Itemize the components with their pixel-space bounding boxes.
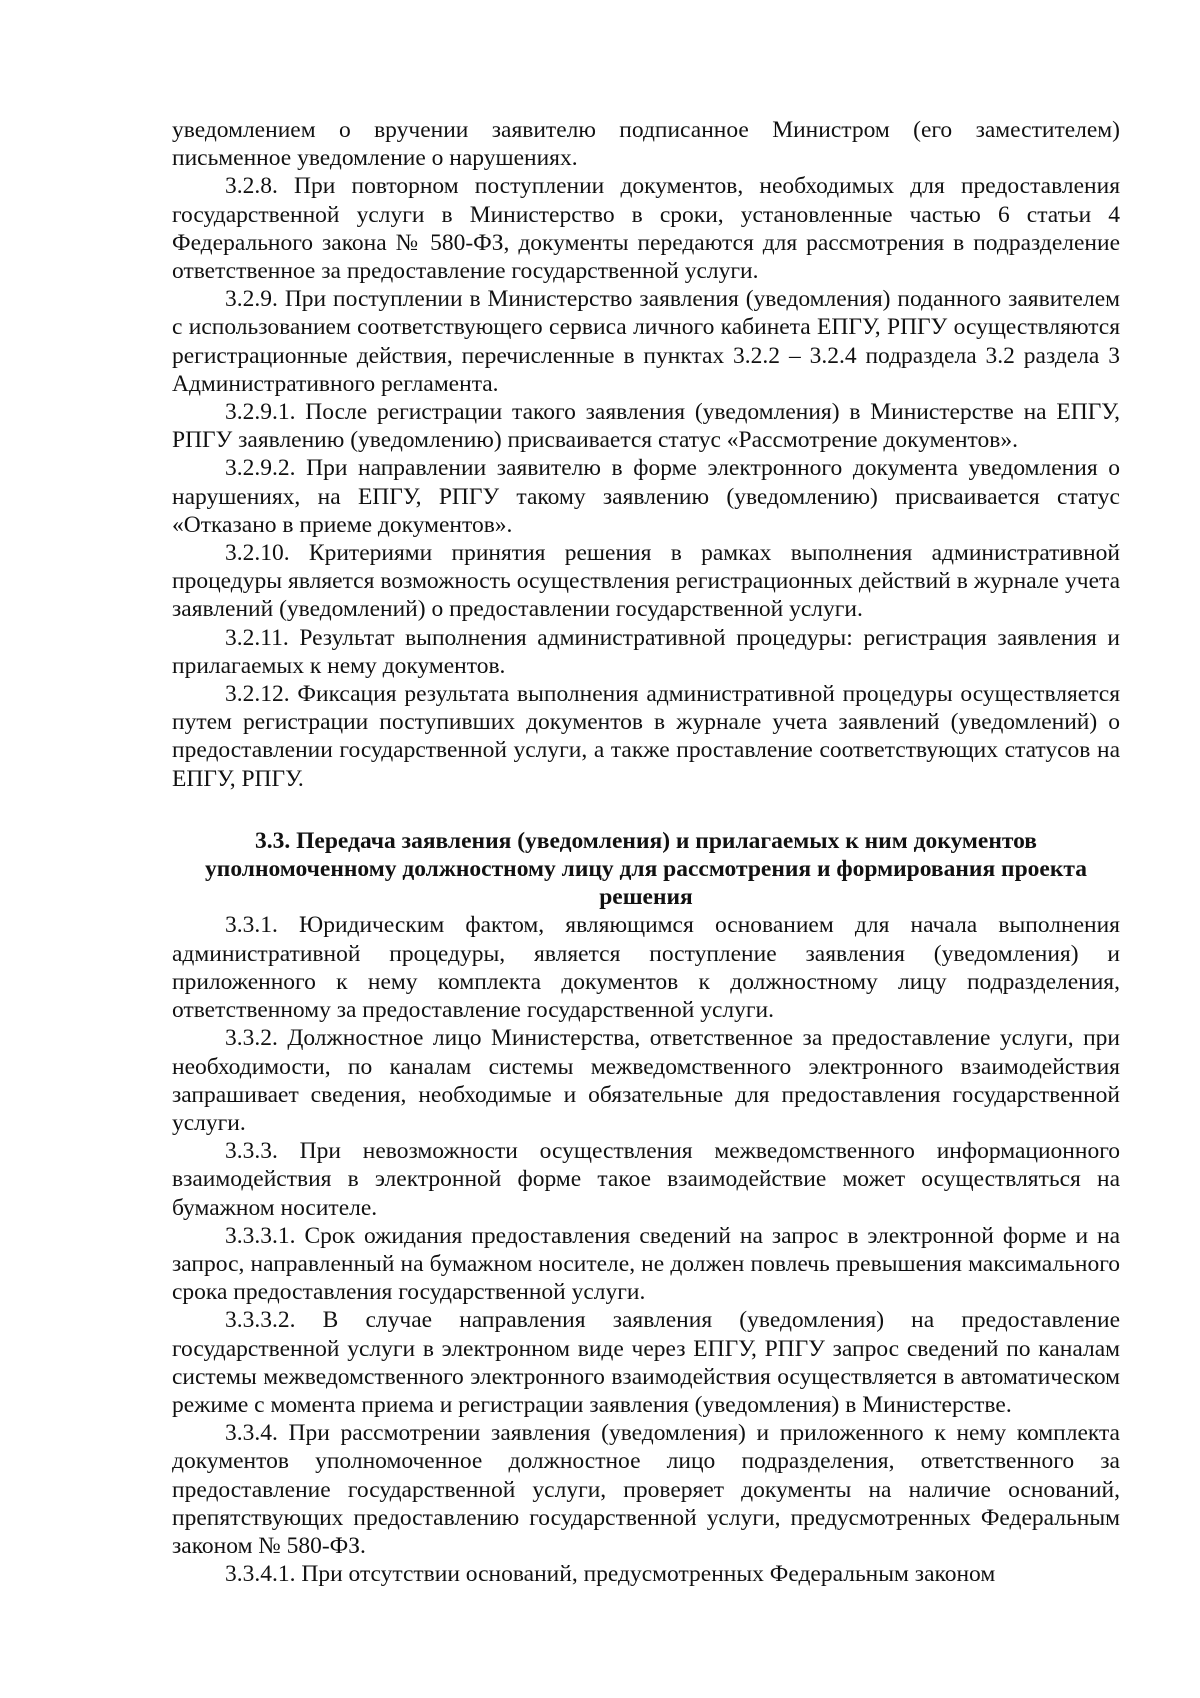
paragraph-3-2-9-1: 3.2.9.1. После регистрации такого заявления (уведомления) в Министерстве на ЕПГУ, РПГУ заявлению (уведомлению) присваивается статус «Рассмотрение документов».	[172, 399, 1120, 454]
paragraph-3-2-8: 3.2.8. При повторном поступлении документов, необходимых для предоставления государственной услуги в Министерство в сроки, установленные частью 6 статьи 4 Федерального закона № 580-ФЗ, документы передаются для рассмотрения в подразделение ответственное за предоставление государственной услуги.	[172, 173, 1120, 285]
paragraph-3-3-4-1: 3.3.4.1. При отсутствии оснований, предусмотренных Федеральным законом	[225, 1561, 996, 1588]
paragraph-3-3-1: 3.3.1. Юридическим фактом, являющимся основанием для начала выполнения административной процедуры, является поступление заявления (уведомления) и приложенного к нему комплекта документов к должностному лицу подразделения, ответственному за предоставление государственной услуги.	[172, 912, 1120, 1024]
section-heading-3-3: 3.3. Передача заявления (уведомления) и прилагаемых к ним документов уполномоченному должностному лицу для рассмотрения и формирования проекта решения	[205, 827, 1087, 911]
paragraph-continuation: уведомлением о вручении заявителю подписанное Министром (его заместителем) письменное уведомление о нарушениях.	[172, 117, 1120, 172]
paragraph-3-2-9-2: 3.2.9.2. При направлении заявителю в форме электронного документа уведомления о нарушениях, на ЕПГУ, РПГУ такому заявлению (уведомлению) присваивается статус «Отказано в приеме документов».	[172, 455, 1120, 538]
document-page	[172, 116, 1120, 1588]
paragraph-3-3-2: 3.3.2. Должностное лицо Министерства, ответственное за предоставление услуги, при необходимости, по каналам системы межведомственного электронного взаимодействия запрашивает сведения, необходимые и обязательные для предоставления государственной услуги.	[172, 1025, 1120, 1136]
paragraph-3-3-3-1: 3.3.3.1. Срок ожидания предоставления сведений на запрос в электронной форме и на запрос, направленный на бумажном носителе, не должен повлечь превышения максимального срока предоставления государственной услуги.	[172, 1222, 1120, 1306]
paragraph-3-3-3: 3.3.3. При невозможности осуществления межведомственного информационного взаимодействия в электронной форме такое взаимодействие может осуществляться на бумажном носителе.	[172, 1138, 1120, 1221]
paragraph-3-3-4: 3.3.4. При рассмотрении заявления (уведомления) и приложенного к нему комплекта документов уполномоченное должностное лицо подразделения, ответственного за предоставление государственной услуги, проверяет документы на наличие оснований, препятствующих предоставлению государственной услуги, предусмотренных Федеральным законом № 580-ФЗ.	[172, 1420, 1120, 1559]
paragraph-3-2-10: 3.2.10. Критериями принятия решения в рамках выполнения административной процедуры является возможность осуществления регистрационных действий в журнале учета заявлений (уведомлений) о предоставлении государственной услуги.	[172, 540, 1120, 623]
paragraph-3-2-12: 3.2.12. Фиксация результата выполнения административной процедуры осуществляется путем регистрации поступивших документов в журнале учета заявлений (уведомлений) о предоставлении государственной услуги, а также проставление соответствующих статусов на ЕПГУ, РПГУ.	[172, 681, 1120, 792]
paragraph-3-3-3-2: 3.3.3.2. В случае направления заявления (уведомления) на предоставление государственной услуги в электронном виде через ЕПГУ, РПГУ запрос сведений по каналам системы межведомственного электронного взаимодействия осуществляется в автоматическом режиме с момента приема и регистрации заявления (уведомления) в Министерстве.	[172, 1307, 1120, 1418]
paragraph-3-2-11: 3.2.11. Результат выполнения административной процедуры: регистрация заявления и прилагаемых к нему документов.	[172, 624, 1120, 679]
paragraph-3-2-9: 3.2.9. При поступлении в Министерство заявления (уведомления) поданного заявителем с использованием соответствующего сервиса личного кабинета ЕПГУ, РПГУ осуществляются регистрационные действия, перечисленные в пунктах 3.2.2 – 3.2.4 подраздела 3.2 раздела 3 Административного регламента.	[172, 286, 1120, 397]
